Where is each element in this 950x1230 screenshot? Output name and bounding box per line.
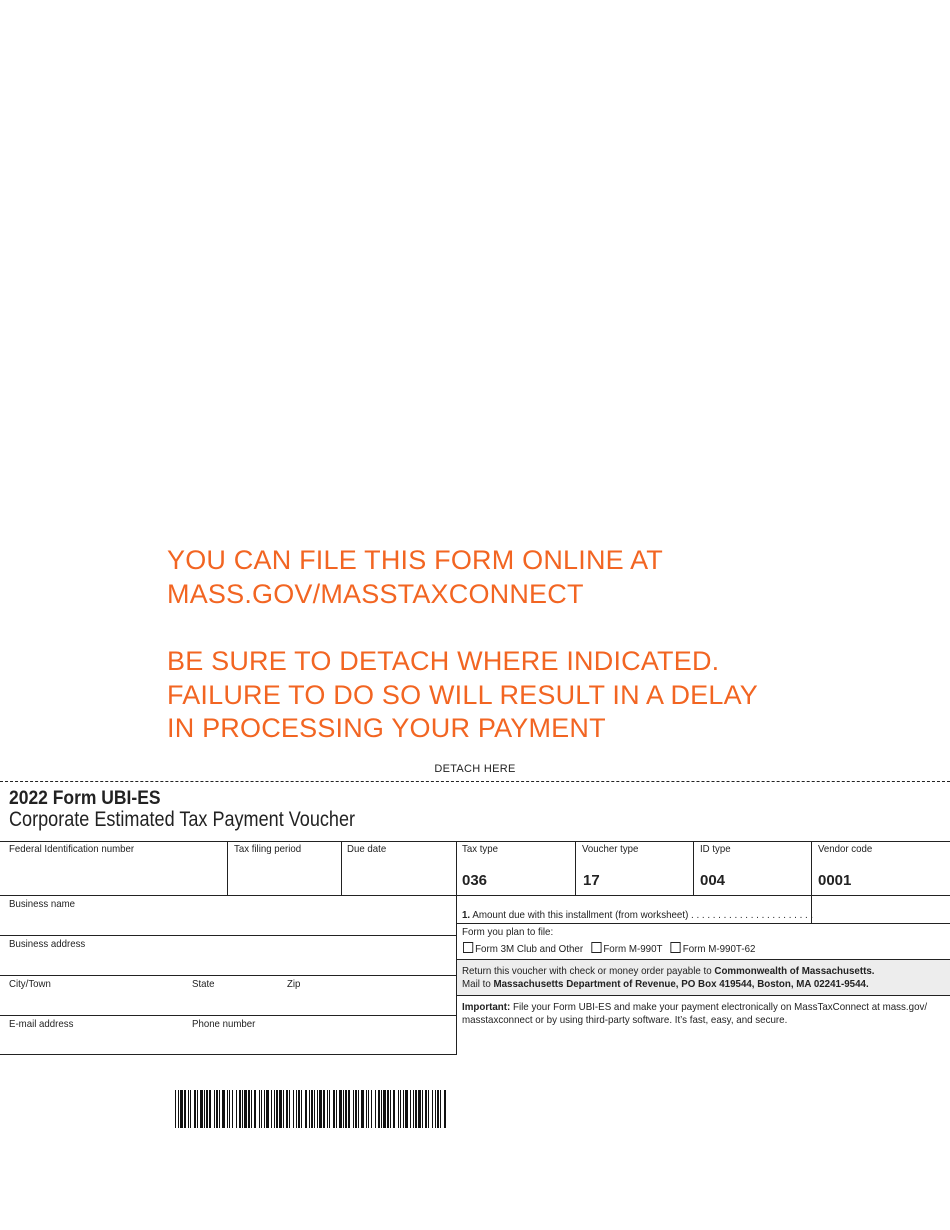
grid-line-bottom	[0, 1054, 457, 1055]
important-label: Important:	[462, 1001, 511, 1013]
grid-line-row4-left	[0, 1015, 457, 1016]
email-input[interactable]	[1, 1030, 186, 1053]
barcode-bar	[264, 1090, 265, 1128]
barcode-bar	[286, 1090, 288, 1128]
barcode-bar	[368, 1090, 369, 1128]
payee-name: Commonwealth of Massachusetts.	[714, 965, 875, 977]
barcode-bar	[355, 1090, 357, 1128]
online-filing-notice	[167, 544, 663, 611]
barcode-bar	[209, 1090, 211, 1128]
barcode-bar	[229, 1090, 230, 1128]
barcode-bar	[289, 1090, 290, 1128]
return-line-2: Mail to Massachusetts Department of Revenue, PO Box 419544, Boston, MA 02241-9544.	[462, 978, 869, 990]
business-address-input[interactable]	[1, 950, 455, 974]
plan-options	[463, 942, 755, 956]
barcode-bar	[266, 1090, 269, 1128]
notice-line-5: IN PROCESSING YOUR PAYMENT	[167, 713, 606, 743]
amount-line-text: Amount due with this installment (from worksheet) . . . . . . . . . . . . . . . . . . . . . . .	[472, 909, 814, 921]
grid-line-row3-left	[0, 975, 457, 976]
detach-warning-notice	[167, 645, 758, 746]
barcode-bar	[403, 1090, 404, 1128]
zip-label: Zip	[287, 978, 301, 990]
barcode-bar	[219, 1090, 220, 1128]
barcode-bar	[298, 1090, 300, 1128]
grid-vline-3	[575, 841, 576, 895]
barcode-bar	[227, 1090, 228, 1128]
grid-line-amount-bottom	[457, 923, 950, 924]
barcode-bar	[435, 1090, 436, 1128]
barcode-bar	[239, 1090, 241, 1128]
business-name-input[interactable]	[1, 910, 455, 934]
tax-type-value: 036	[462, 872, 488, 889]
barcode-bar	[437, 1090, 439, 1128]
amount-due-input[interactable]	[812, 896, 950, 923]
barcode-bar	[244, 1090, 247, 1128]
phone-input[interactable]	[190, 1030, 455, 1053]
plan-label: Form you plan to file:	[462, 926, 554, 938]
barcode-bar	[317, 1090, 318, 1128]
barcode-bar	[371, 1090, 372, 1128]
mail-address: Massachusetts Department of Revenue, PO Box 419544, Boston, MA 02241-9544.	[493, 978, 869, 990]
barcode-bar	[400, 1090, 401, 1128]
voucher-type-value: 17	[583, 872, 600, 889]
barcode-bar	[327, 1090, 328, 1128]
city-town-input[interactable]	[1, 990, 186, 1014]
vendor-code-label: Vendor code	[818, 843, 873, 855]
barcode-bar	[188, 1090, 189, 1128]
barcode-bar	[418, 1090, 421, 1128]
barcode-bar	[180, 1090, 183, 1128]
barcode-bar	[353, 1090, 354, 1128]
barcode-bar	[232, 1090, 233, 1128]
barcode-bar	[410, 1090, 411, 1128]
barcode-bar	[366, 1090, 367, 1128]
notice-line-2: MASS.GOV/MASSTAXCONNECT	[167, 578, 584, 609]
barcode-bar	[329, 1090, 330, 1128]
barcode-bar	[444, 1090, 446, 1128]
barcode-bar	[387, 1090, 389, 1128]
barcode-bar	[413, 1090, 414, 1128]
notice-line-1: YOU CAN FILE THIS FORM ONLINE AT	[167, 545, 663, 575]
barcode-bar	[428, 1090, 429, 1128]
barcode-bar	[184, 1090, 186, 1128]
barcode-bar	[271, 1090, 272, 1128]
barcode-bar	[190, 1090, 191, 1128]
barcode-bar	[440, 1090, 441, 1128]
barcode-bar	[293, 1090, 294, 1128]
email-label: E-mail address	[9, 1018, 74, 1030]
barcode-bar	[333, 1090, 335, 1128]
amount-line-number: 1.	[462, 909, 471, 921]
barcode-bar	[415, 1090, 417, 1128]
barcode-bar	[339, 1090, 342, 1128]
barcode-bar	[425, 1090, 427, 1128]
barcode-bar	[279, 1090, 282, 1128]
barcode-bar	[323, 1090, 325, 1128]
barcode-bar	[343, 1090, 344, 1128]
tax-type-label: Tax type	[462, 843, 498, 855]
barcode-bar	[361, 1090, 364, 1128]
barcode-bar	[301, 1090, 302, 1128]
notice-line-4: FAILURE TO DO SO WILL RESULT IN A DELAY	[167, 679, 758, 710]
barcode-bar	[204, 1090, 205, 1128]
important-line-1: Important: File your Form UBI-ES and make your payment electronically on MassTaxConnect at mass.gov/	[462, 1001, 928, 1013]
barcode-bar	[214, 1090, 215, 1128]
barcode-bar	[242, 1090, 243, 1128]
checkbox-m990t-62[interactable]	[671, 942, 681, 953]
detach-line	[0, 781, 950, 782]
grid-vline-center	[456, 841, 457, 1055]
plan-option-m990t[interactable]: Form M-990T	[591, 943, 662, 955]
barcode-bar	[383, 1090, 386, 1128]
grid-line-row2-left	[0, 935, 457, 936]
city-town-label: City/Town	[9, 978, 51, 990]
barcode-bar	[422, 1090, 423, 1128]
notice-line-3: BE SURE TO DETACH WHERE INDICATED.	[167, 646, 720, 676]
important-line-2: masstaxconnect or by using third-party software. It’s fast, easy, and secure.	[462, 1014, 788, 1026]
grid-line-top	[0, 841, 950, 842]
barcode-bar	[254, 1090, 256, 1128]
tax-filing-period-label: Tax filing period	[234, 843, 302, 855]
vendor-code-value: 0001	[818, 872, 852, 889]
barcode-bar	[178, 1090, 179, 1128]
barcode-bar	[274, 1090, 275, 1128]
fein-label: Federal Identification number	[9, 843, 135, 855]
barcode-bar	[398, 1090, 399, 1128]
checkbox-m990t[interactable]	[591, 942, 601, 953]
phone-label: Phone number	[192, 1018, 256, 1030]
barcode-bar	[358, 1090, 359, 1128]
tax-filing-period-input[interactable]	[228, 856, 340, 894]
barcode-bar	[336, 1090, 337, 1128]
zip-input[interactable]	[285, 990, 455, 1014]
barcode-bar	[276, 1090, 278, 1128]
barcode-bar	[259, 1090, 260, 1128]
detach-here-label: DETACH HERE	[434, 763, 516, 775]
barcode-bar	[216, 1090, 218, 1128]
barcode-bar	[314, 1090, 315, 1128]
business-name-label: Business name	[9, 898, 76, 910]
barcode-bar	[381, 1090, 382, 1128]
barcode-bar	[309, 1090, 310, 1128]
voucher-type-label: Voucher type	[582, 843, 639, 855]
barcode-bar	[200, 1090, 203, 1128]
barcode-bar	[296, 1090, 297, 1128]
barcode-bar	[197, 1090, 198, 1128]
return-line-1: Return this voucher with check or money order payable to Commonwealth of Massachusetts.	[462, 965, 875, 977]
barcode-image	[175, 1090, 447, 1128]
grid-line-return-bottom	[457, 995, 950, 996]
state-label: State	[192, 978, 215, 990]
barcode-bar	[375, 1090, 376, 1128]
barcode-bar	[222, 1090, 225, 1128]
due-date-input[interactable]	[342, 856, 455, 894]
barcode-bar	[194, 1090, 196, 1128]
barcode-bar	[393, 1090, 395, 1128]
grid-vline-4	[693, 841, 694, 895]
id-type-value: 004	[700, 872, 726, 889]
barcode-bar	[206, 1090, 208, 1128]
id-type-label: ID type	[700, 843, 731, 855]
barcode-bar	[390, 1090, 391, 1128]
barcode-bar	[283, 1090, 284, 1128]
barcode-bar	[378, 1090, 380, 1128]
fein-input[interactable]	[1, 856, 226, 894]
barcode-bar	[261, 1090, 262, 1128]
plan-option-3m-club[interactable]: Form 3M Club and Other	[463, 943, 583, 955]
barcode-bar	[319, 1090, 322, 1128]
barcode-bar	[348, 1090, 350, 1128]
barcode-bar	[345, 1090, 347, 1128]
barcode-bar	[311, 1090, 313, 1128]
barcode-bar	[248, 1090, 250, 1128]
grid-line-row1	[0, 895, 950, 896]
form-title: 2022 Form UBI-ES	[9, 788, 161, 809]
state-input[interactable]	[190, 990, 280, 1014]
form-subtitle: Corporate Estimated Tax Payment Voucher	[9, 808, 356, 831]
due-date-label: Due date	[347, 843, 387, 855]
amount-due-label	[462, 909, 813, 922]
barcode-bar	[236, 1090, 237, 1128]
plan-option-m990t-62[interactable]: Form M-990T-62	[671, 943, 756, 955]
business-address-label: Business address	[9, 938, 86, 950]
checkbox-3m-club[interactable]	[463, 942, 473, 953]
barcode-bar	[305, 1090, 307, 1128]
barcode-bar	[251, 1090, 252, 1128]
barcode-bar	[432, 1090, 433, 1128]
barcode-bar	[405, 1090, 408, 1128]
barcode-bar	[175, 1090, 176, 1128]
